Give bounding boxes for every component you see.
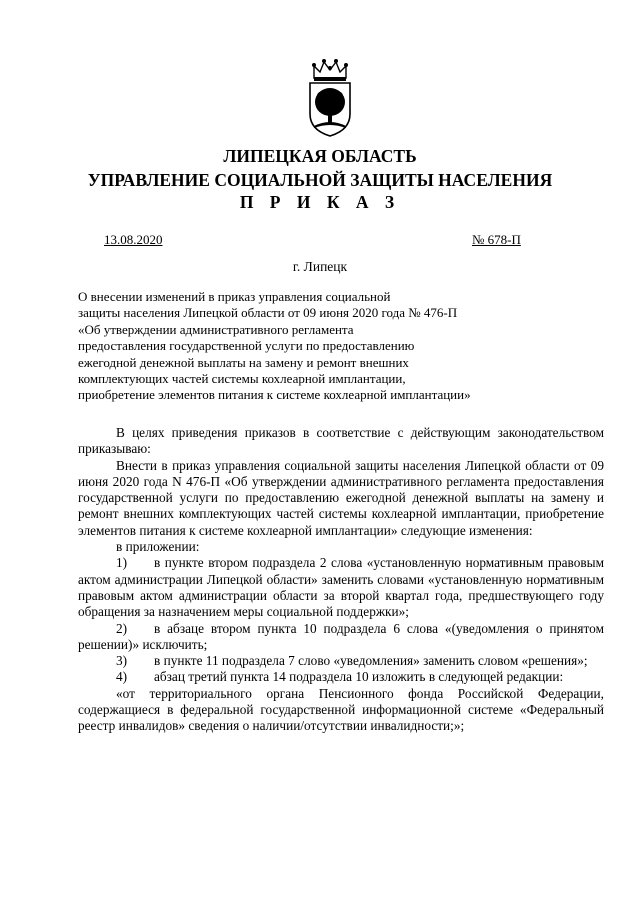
item-text: в пункте втором подраздела 2 слова «установленную нормативным правовым актом администрации Липецкой области» заменить словами «установленную нормативным правовым актом администрации области за второй квартал года, предшествующего году обращения за назначением меры социальной поддержки»; xyxy=(78,555,604,620)
annex-paragraph: в приложении: xyxy=(116,539,200,555)
list-item xyxy=(78,653,604,669)
item-number: 4) xyxy=(116,669,128,685)
item-text: в абзаце втором пункта 10 подраздела 6 слова «(уведомления о принятом решении)» исключить; xyxy=(78,620,604,652)
quote-paragraph: «от территориального органа Пенсионного фонда Российской Федерации, содержащиеся в федеральной государственной информационной системе «Федеральный реестр инвалидов» сведения о наличии/отсутствии инвалидности;»; xyxy=(78,685,604,734)
coat-of-arms-emblem xyxy=(304,56,356,138)
item-number: 2) xyxy=(116,620,128,636)
subject-line: ежегодной денежной выплаты на замену и ремонт внешних xyxy=(78,354,409,370)
item-text: абзац третий пункта 14 подраздела 10 изложить в следующей редакции: xyxy=(154,669,564,685)
subject-line: приобретение элементов питания к системе кохлеарной имплантации» xyxy=(78,387,471,403)
city-label: г. Липецк xyxy=(292,259,348,274)
subject-line: предоставления государственной услуги по предоставлению xyxy=(78,338,415,354)
subject-line: «Об утверждении административного регламента xyxy=(78,321,354,337)
item-text: в пункте 11 подраздела 7 слово «уведомления» заменить словом «решения»; xyxy=(154,653,588,669)
item-number: 1) xyxy=(116,555,128,571)
agency-title: УПРАВЛЕНИЕ СОЦИАЛЬНОЙ ЗАЩИТЫ НАСЕЛЕНИЯ xyxy=(87,170,553,190)
subject-line: О внесении изменений в приказ управления социальной xyxy=(78,289,391,304)
order-paragraph: Внести в приказ управления социальной защиты населения Липецкой области от 09 июня 2020 года N 476-П «Об утверждении административного регламента предоставления государственной услуги по предоставлению ежегодной денежной выплаты на замену и ремонт внешних комплектующих частей системы кохлеарной имплантации, приобретение элементов питания к системе кохлеарной имплантации» следующие изменения: xyxy=(78,457,604,538)
list-item xyxy=(78,621,604,654)
order-subject xyxy=(78,289,538,404)
document-type-title: П Р И К А З xyxy=(239,192,401,212)
subject-line: комплектующих частей системы кохлеарной имплантации, xyxy=(78,371,406,387)
list-item xyxy=(78,669,604,685)
list-item xyxy=(78,555,604,620)
order-number: № 678-П xyxy=(472,232,521,247)
order-body xyxy=(78,425,604,735)
order-date: 13.08.2020 xyxy=(104,232,163,247)
region-title: ЛИПЕЦКАЯ ОБЛАСТЬ xyxy=(223,146,417,166)
intro-paragraph: В целях приведения приказов в соответствие с действующим законодательством приказываю: xyxy=(78,425,604,457)
subject-line: защиты населения Липецкой области от 09 июня 2020 года № 476-П xyxy=(78,305,458,321)
item-number: 3) xyxy=(116,653,128,669)
